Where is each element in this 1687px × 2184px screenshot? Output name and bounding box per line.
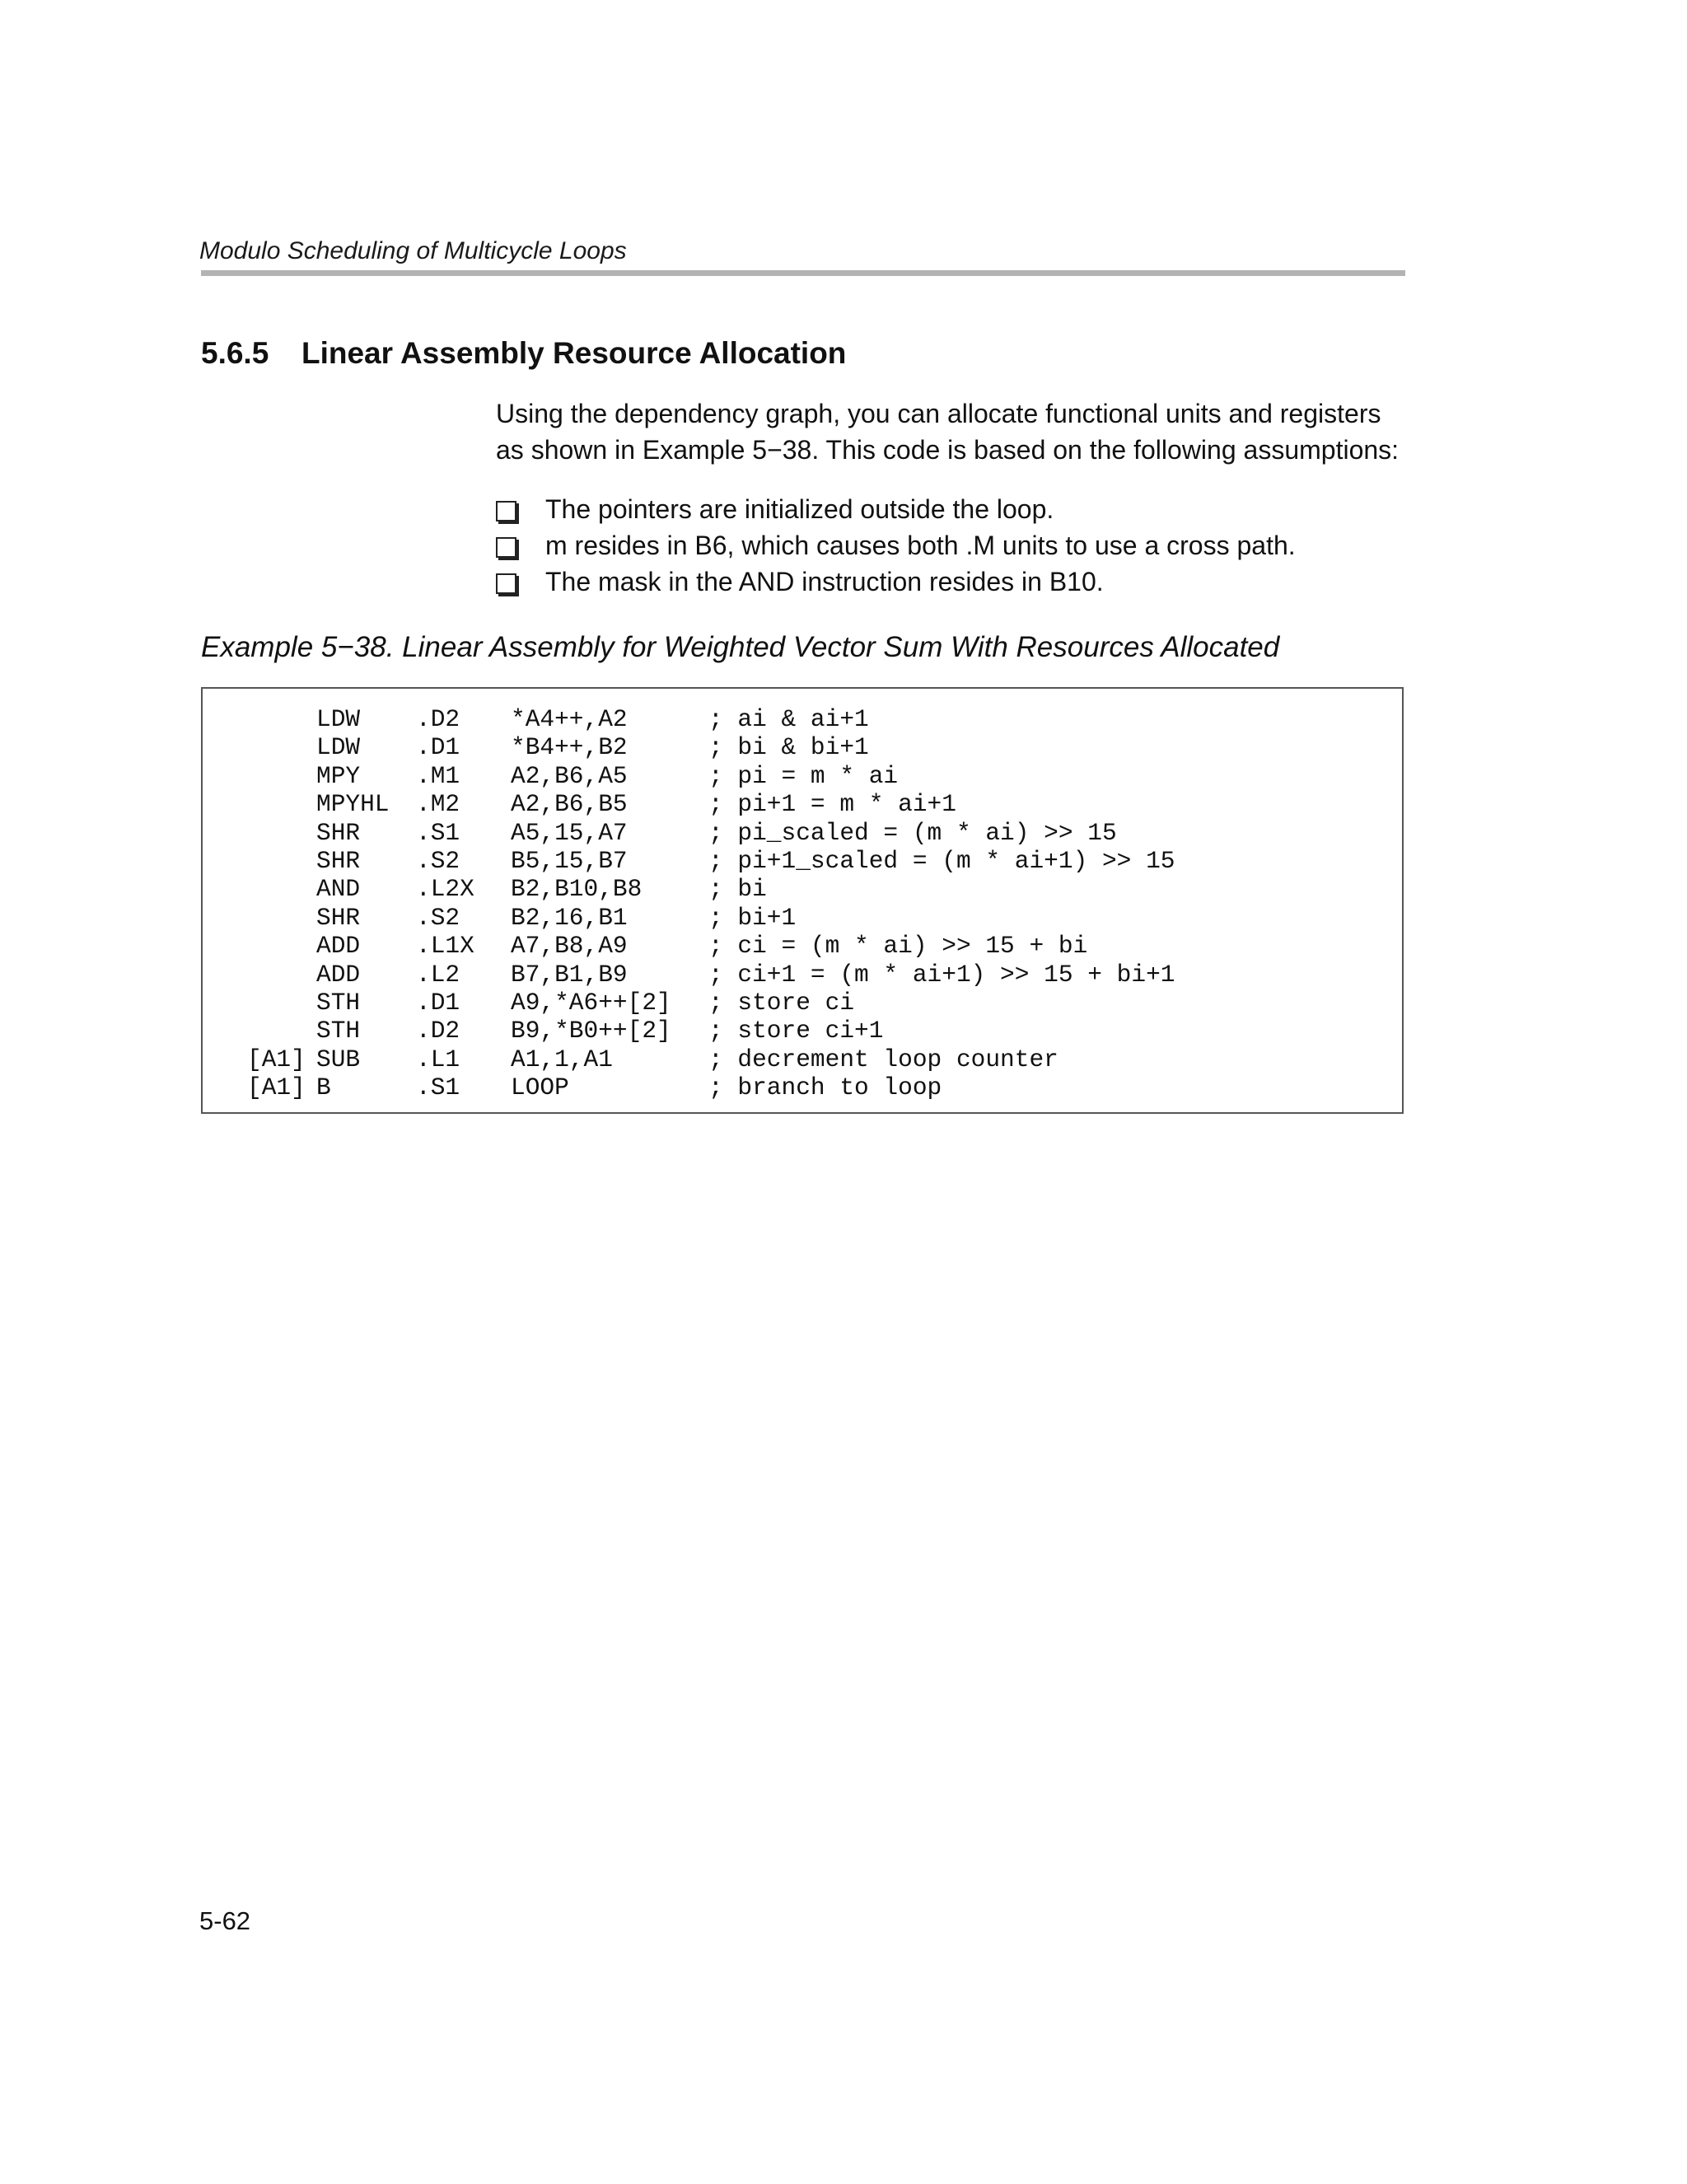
code-comment: ; ai & ai+1 (708, 705, 869, 733)
list-item-text: The pointers are initialized outside the loop. (545, 494, 1054, 524)
intro-paragraph (496, 395, 1435, 468)
code-pred: [A1] (247, 1073, 306, 1102)
list-item-text: The mask in the AND instruction resides in B10. (545, 567, 1104, 596)
code-unit: .L2 (416, 960, 460, 989)
code-op: LDW (316, 705, 361, 733)
code-unit: .M1 (416, 761, 460, 790)
code-unit: .L2X (416, 875, 474, 904)
list-item-text: m resides in B6, which causes both .M units to use a cross path. (545, 531, 1296, 560)
code-unit: .S1 (416, 1073, 460, 1102)
code-unit: .L1 (416, 1045, 460, 1073)
code-args: *B4++,B2 (511, 733, 628, 762)
code-listing (201, 687, 1404, 1114)
code-unit: .D1 (416, 988, 460, 1017)
code-args: B2,B10,B8 (511, 875, 643, 904)
code-comment: ; store ci (708, 988, 855, 1017)
checkbox-bullet-icon (496, 573, 516, 594)
intro-line: as shown in Example 5−38. This code is based on the following assumptions: (496, 435, 1400, 465)
code-unit: .L1X (416, 932, 474, 961)
code-unit: .D2 (416, 1017, 460, 1045)
code-op: SHR (316, 903, 361, 932)
running-header: Modulo Scheduling of Multicycle Loops (199, 237, 627, 264)
list-item (496, 491, 1296, 527)
code-comment: ; decrement loop counter (708, 1045, 1058, 1073)
page-number: 5-62 (199, 1906, 251, 1935)
code-comment: ; pi+1 = m * ai+1 (708, 790, 956, 819)
code-op: STH (316, 988, 361, 1017)
code-args: A1,1,A1 (511, 1045, 613, 1073)
list-item (496, 527, 1296, 564)
code-op: STH (316, 1017, 361, 1045)
code-args: B9,*B0++[2] (511, 1017, 671, 1045)
section-number: 5.6.5 (201, 336, 269, 370)
code-unit: .D2 (416, 705, 460, 733)
code-args: B5,15,B7 (511, 846, 628, 875)
code-comment: ; ci+1 = (m * ai+1) >> 15 + bi+1 (708, 960, 1175, 989)
code-op: MPY (316, 761, 361, 790)
section-title: Linear Assembly Resource Allocation (301, 336, 847, 370)
list-item (496, 564, 1296, 600)
code-unit: .D1 (416, 733, 460, 762)
code-op: LDW (316, 733, 361, 762)
assumptions-list (496, 491, 1296, 600)
code-op: B (316, 1073, 331, 1102)
code-comment: ; bi+1 (708, 903, 797, 932)
code-args: A2,B6,A5 (511, 761, 628, 790)
code-comment: ; pi = m * ai (708, 761, 899, 790)
code-args: A5,15,A7 (511, 818, 628, 847)
code-comment: ; ci = (m * ai) >> 15 + bi (708, 932, 1088, 961)
code-unit: .M2 (416, 790, 460, 819)
code-args: B2,16,B1 (511, 903, 628, 932)
code-comment: ; pi+1_scaled = (m * ai+1) >> 15 (708, 846, 1175, 875)
code-op: SUB (316, 1045, 361, 1073)
example-caption: Example 5−38. Linear Assembly for Weighted Vector Sum With Resources Allocated (201, 631, 1280, 663)
code-op: SHR (316, 818, 361, 847)
code-comment: ; bi (708, 875, 767, 904)
intro-line: Using the dependency graph, you can allocate functional units and registers (496, 399, 1381, 428)
code-pred: [A1] (247, 1045, 306, 1073)
code-args: *A4++,A2 (511, 705, 628, 733)
code-op: AND (316, 875, 361, 904)
code-args: B7,B1,B9 (511, 960, 628, 989)
code-unit: .S2 (416, 846, 460, 875)
code-comment: ; pi_scaled = (m * ai) >> 15 (708, 818, 1117, 847)
code-unit: .S2 (416, 903, 460, 932)
code-args: A2,B6,B5 (511, 790, 628, 819)
code-op: ADD (316, 932, 361, 961)
checkbox-bullet-icon (496, 501, 516, 521)
code-op: SHR (316, 846, 361, 875)
checkbox-bullet-icon (496, 537, 516, 558)
code-op: MPYHL (316, 790, 390, 819)
section-heading (201, 336, 846, 371)
code-args: LOOP (511, 1073, 569, 1102)
code-args: A7,B8,A9 (511, 932, 628, 961)
code-comment: ; branch to loop (708, 1073, 942, 1102)
code-op: ADD (316, 960, 361, 989)
code-unit: .S1 (416, 818, 460, 847)
header-rule (201, 270, 1405, 276)
code-comment: ; store ci+1 (708, 1017, 884, 1045)
code-comment: ; bi & bi+1 (708, 733, 869, 762)
code-args: A9,*A6++[2] (511, 988, 671, 1017)
